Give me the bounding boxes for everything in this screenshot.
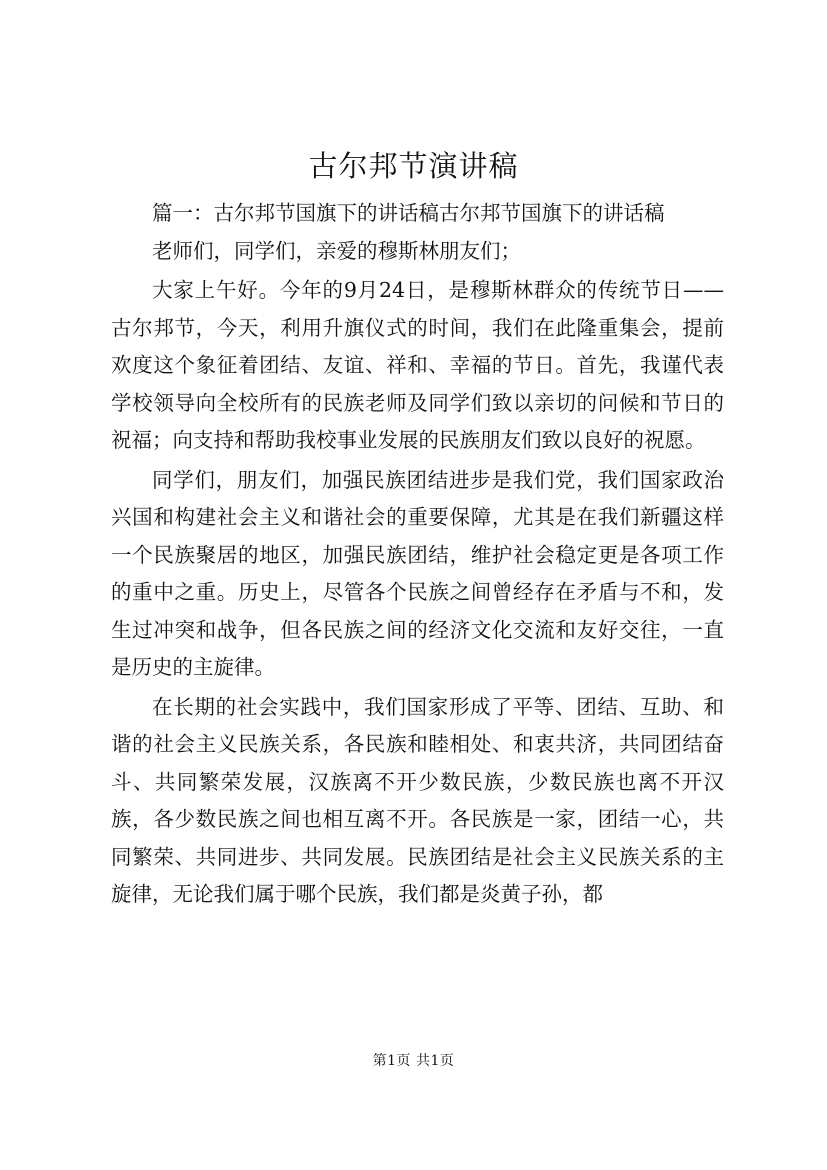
document-body bbox=[111, 195, 724, 914]
page-number-footer: 第1页 共1页 bbox=[372, 1053, 455, 1069]
paragraph-practice: 在长期的社会实践中，我们国家形成了平等、团结、互助、和谐的社会主义民族关系，各民族和睦相处、和衷共济，共同团结奋斗、共同繁荣发展，汉族离不开少数民族，少数民族也离不开汉族，各少数民族之间也相互离不开。各民族是一家，团结一心，共同繁荣、共同进步、共同发展。民族团结是社会主义民族关系的主旋律，无论我们属于哪个民族，我们都是炎黄子孙，都 bbox=[111, 694, 724, 906]
paragraph-heading: 篇一：古尔邦节国旗下的讲话稿古尔邦节国旗下的讲话稿 bbox=[152, 201, 665, 225]
document-title: 古尔邦节演讲稿 bbox=[308, 149, 519, 183]
paragraph-unity: 同学们，朋友们，加强民族团结进步是我们党，我们国家政治兴国和构建社会主义和谐社会的重要保障，尤其是在我们新疆这样一个民族聚居的地区，加强民族团结，维护社会稳定更是各项工作的重中之重。历史上，尽管各个民族之间曾经存在矛盾与不和，发生过冲突和战争，但各民族之间的经济文化交流和友好交往，一直是历史的主旋律。 bbox=[111, 467, 724, 679]
paragraph-greeting: 大家上午好。今年的9月24日，是穆斯林群众的传统节日——古尔邦节，今天，利用升旗仪式的时间，我们在此隆重集会，提前欢度这个象征着团结、友谊、祥和、幸福的节日。首先，我谨代表学校领导向全校所有的民族老师及同学们致以亲切的问候和节日的祝福；向支持和帮助我校事业发展的民族朋友们致以良好的祝愿。 bbox=[111, 278, 724, 452]
paragraph-salutation: 老师们，同学们，亲爱的穆斯林朋友们； bbox=[152, 238, 521, 263]
